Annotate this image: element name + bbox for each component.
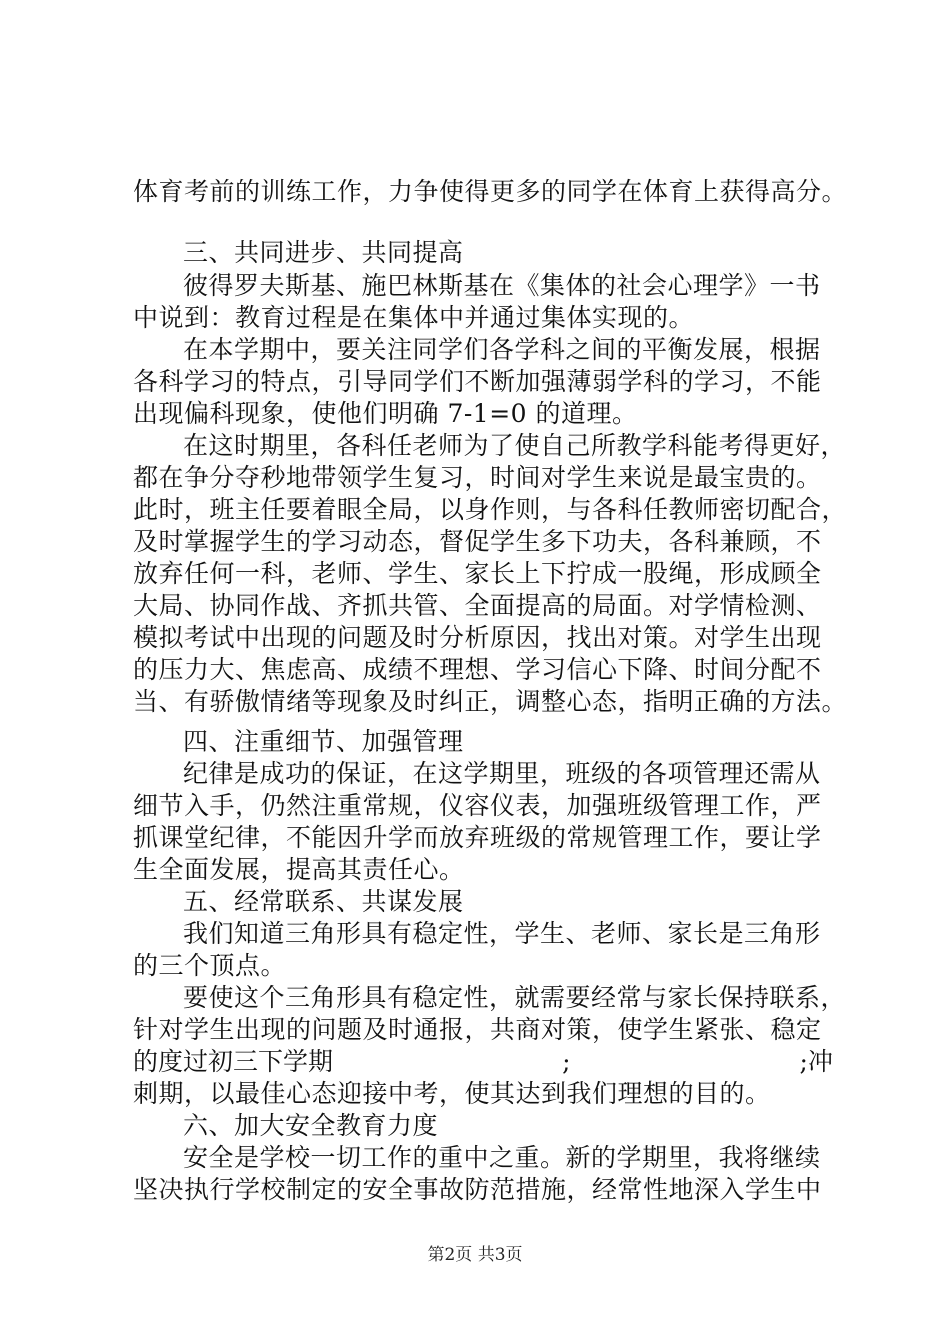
paragraph-line: 此时，班主任要着眼全局，以身作则，与各科任教师密切配合， xyxy=(133,495,848,524)
paragraph-line: 刺期，以最佳心态迎接中考，使其达到我们理想的目的。 xyxy=(133,1079,771,1108)
paragraph-line: 抓课堂纪律，不能因升学而放弃班级的常规管理工作，要让学 xyxy=(133,823,822,852)
paragraph-line: 纪律是成功的保证，在这学期里，班级的各项管理还需从 xyxy=(183,759,821,788)
page-footer: 第2页 共3页 xyxy=(427,1245,523,1265)
paragraph-line: 生全面发展，提高其责任心。 xyxy=(133,855,465,884)
section-heading: 三、共同进步、共同提高 xyxy=(183,238,464,267)
paragraph-line: 针对学生出现的问题及时通报，共商对策，使学生紧张、稳定 xyxy=(133,1015,822,1044)
paragraph-line: 模拟考试中出现的问题及时分析原因，找出对策。对学生出现 xyxy=(133,623,822,652)
paragraph-line: 当、有骄傲情绪等现象及时纠正，调整心态，指明正确的方法。 xyxy=(133,687,848,716)
paragraph-line: 体育考前的训练工作，力争使得更多的同学在体育上获得高分。 xyxy=(133,177,848,206)
paragraph-line: 安全是学校一切工作的重中之重。新的学期里，我将继续 xyxy=(183,1143,821,1172)
paragraph-line: 的三个顶点。 xyxy=(133,951,287,980)
section-heading: 四、注重细节、加强管理 xyxy=(183,727,464,756)
split-paragraph-line xyxy=(133,1046,833,1078)
paragraph-line: 大局、协同作战、齐抓共管、全面提高的局面。对学情检测、 xyxy=(133,591,822,620)
paragraph-line: 及时掌握学生的学习动态，督促学生多下功夫，各科兼顾，不 xyxy=(133,527,822,556)
paragraph-line: 细节入手，仍然注重常规，仪容仪表，加强班级管理工作，严 xyxy=(133,791,822,820)
split-line-right: ;冲 xyxy=(799,1047,833,1076)
section-heading: 六、加大安全教育力度 xyxy=(183,1111,439,1140)
paragraph-line: 各科学习的特点，引导同学们不断加强薄弱学科的学习，不能 xyxy=(133,367,822,396)
split-line-left: 的度过初三下学期 xyxy=(133,1047,334,1076)
split-line-middle: ; xyxy=(562,1047,571,1076)
section-heading: 五、经常联系、共谋发展 xyxy=(183,887,464,916)
paragraph-line: 都在争分夺秒地带领学生复习，时间对学生来说是最宝贵的。 xyxy=(133,463,822,492)
paragraph-line: 中说到：教育过程是在集体中并通过集体实现的。 xyxy=(133,303,695,332)
paragraph-line: 在这时期里，各科任老师为了使自己所教学科能考得更好， xyxy=(183,431,847,460)
paragraph-line: 我们知道三角形具有稳定性，学生、老师、家长是三角形 xyxy=(183,919,821,948)
paragraph-line: 的压力大、焦虑高、成绩不理想、学习信心下降、时间分配不 xyxy=(133,655,822,684)
paragraph-line: 彼得罗夫斯基、施巴林斯基在《集体的社会心理学》一书 xyxy=(183,271,821,300)
paragraph-line: 要使这个三角形具有稳定性，就需要经常与家长保持联系， xyxy=(183,983,847,1012)
paragraph-line: 在本学期中，要关注同学们各学科之间的平衡发展，根据 xyxy=(183,335,821,364)
paragraph-line: 坚决执行学校制定的安全事故防范措施，经常性地深入学生中 xyxy=(133,1175,822,1204)
paragraph-line: 放弃任何一科，老师、学生、家长上下拧成一股绳，形成顾全 xyxy=(133,559,822,588)
paragraph-line: 出现偏科现象，使他们明确 7-1=0 的道理。 xyxy=(133,399,638,428)
